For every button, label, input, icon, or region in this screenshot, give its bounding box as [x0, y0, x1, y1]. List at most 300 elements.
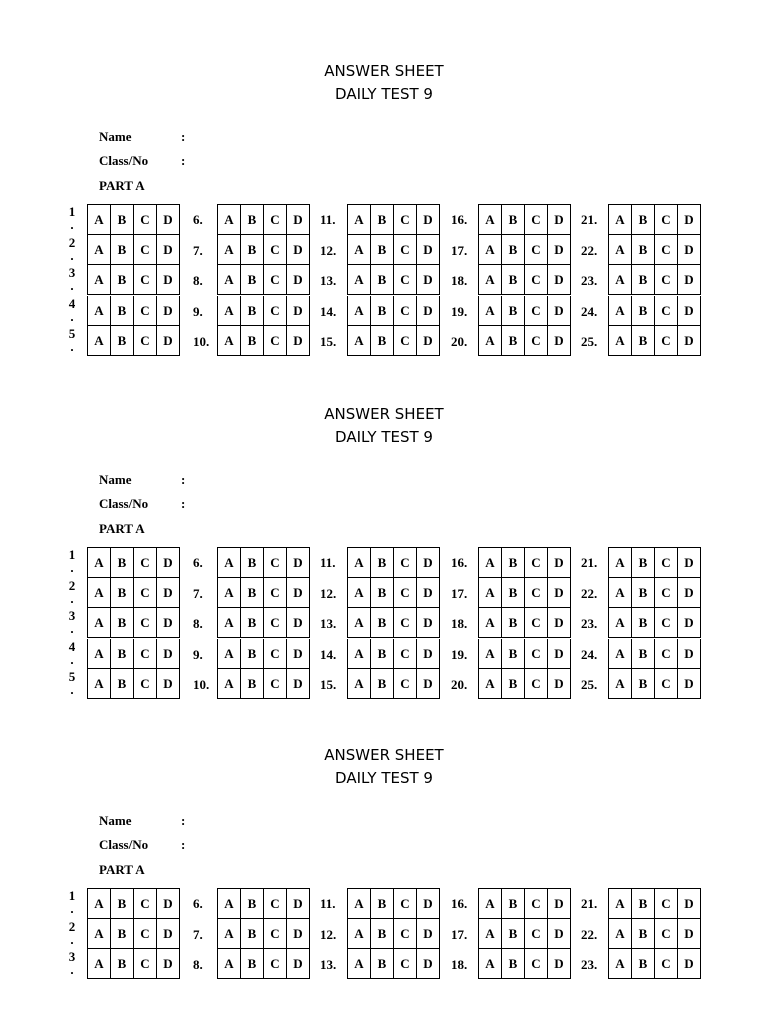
name-field[interactable]: : [181, 472, 186, 487]
answer-option-c[interactable]: C [654, 578, 678, 608]
answer-option-a[interactable]: A [478, 888, 502, 919]
answer-option-a[interactable]: A [478, 608, 502, 638]
answer-option-d[interactable]: D [156, 949, 180, 979]
answer-option-a[interactable]: A [217, 235, 241, 265]
answer-option-a[interactable]: A [347, 919, 371, 949]
answer-option-d[interactable]: D [416, 888, 440, 919]
question-number: 2 . [68, 577, 76, 606]
answer-option-c[interactable]: C [524, 639, 548, 669]
answer-option-a[interactable]: A [217, 919, 241, 949]
answer-option-b[interactable]: B [631, 547, 655, 578]
answer-option-d[interactable]: D [547, 919, 571, 949]
answer-option-a[interactable]: A [217, 578, 241, 608]
answer-option-a[interactable]: A [217, 639, 241, 669]
answer-option-a[interactable]: A [608, 578, 632, 608]
question-number: 11. [320, 896, 336, 911]
answer-options-row [608, 265, 701, 295]
answer-option-a[interactable]: A [608, 669, 632, 699]
answer-option-c[interactable]: C [133, 326, 157, 356]
answer-options-row [478, 949, 571, 979]
answer-option-c[interactable]: C [263, 578, 287, 608]
answer-option-b[interactable]: B [110, 919, 134, 949]
answer-option-b[interactable]: B [370, 326, 394, 356]
answer-option-b[interactable]: B [240, 608, 264, 638]
answer-option-d[interactable]: D [286, 919, 310, 949]
answer-option-b[interactable]: B [240, 949, 264, 979]
answer-option-d[interactable]: D [286, 669, 310, 699]
answer-option-a[interactable]: A [347, 204, 371, 235]
answer-option-a[interactable]: A [87, 296, 111, 326]
answer-options-row [608, 888, 701, 919]
answer-option-a[interactable]: A [478, 265, 502, 295]
answer-option-d[interactable]: D [677, 639, 701, 669]
answer-option-d[interactable]: D [156, 669, 180, 699]
class-no-field[interactable]: : [181, 837, 186, 852]
answer-option-c[interactable]: C [393, 235, 417, 265]
answer-option-c[interactable]: C [133, 296, 157, 326]
answer-option-c[interactable]: C [524, 204, 548, 235]
answer-option-d[interactable]: D [547, 639, 571, 669]
answer-option-d[interactable]: D [677, 578, 701, 608]
answer-option-c[interactable]: C [263, 888, 287, 919]
answer-option-a[interactable]: A [87, 265, 111, 295]
answer-option-a[interactable]: A [217, 265, 241, 295]
answer-option-d[interactable]: D [156, 888, 180, 919]
answer-option-b[interactable]: B [501, 608, 525, 638]
question-number: 13. [320, 957, 337, 973]
answer-option-b[interactable]: B [110, 547, 134, 578]
answer-option-d[interactable]: D [286, 608, 310, 638]
answer-option-c[interactable]: C [133, 608, 157, 638]
answer-option-b[interactable]: B [240, 669, 264, 699]
class-no-label: Class/No [99, 153, 149, 168]
answer-option-c[interactable]: C [654, 669, 678, 699]
answer-options-row [608, 639, 701, 669]
answer-options-row [608, 326, 701, 356]
answer-option-d[interactable]: D [416, 608, 440, 638]
answer-option-c[interactable]: C [263, 639, 287, 669]
answer-option-d[interactable]: D [677, 669, 701, 699]
answer-options-row [478, 888, 571, 919]
answer-option-b[interactable]: B [240, 919, 264, 949]
answer-option-a[interactable]: A [478, 235, 502, 265]
answer-option-a[interactable]: A [478, 547, 502, 578]
answer-option-c[interactable]: C [654, 204, 678, 235]
answer-option-a[interactable]: A [217, 326, 241, 356]
answer-option-a[interactable]: A [608, 639, 632, 669]
answer-option-c[interactable]: C [133, 204, 157, 235]
answer-option-d[interactable]: D [677, 265, 701, 295]
answer-option-b[interactable]: B [370, 639, 394, 669]
question-number: 16. [451, 212, 468, 227]
answer-option-b[interactable]: B [370, 608, 394, 638]
answer-option-a[interactable]: A [87, 669, 111, 699]
answer-option-a[interactable]: A [608, 919, 632, 949]
answer-option-d[interactable]: D [677, 949, 701, 979]
answer-option-a[interactable]: A [87, 578, 111, 608]
answer-option-b[interactable]: B [501, 578, 525, 608]
answer-options-row [217, 578, 310, 608]
answer-option-c[interactable]: C [524, 265, 548, 295]
answer-option-d[interactable]: D [286, 547, 310, 578]
answer-options-row [217, 204, 310, 235]
answer-option-b[interactable]: B [631, 608, 655, 638]
answer-option-a[interactable]: A [347, 235, 371, 265]
answer-option-a[interactable]: A [478, 949, 502, 979]
answer-option-b[interactable]: B [110, 949, 134, 979]
answer-option-a[interactable]: A [87, 608, 111, 638]
answer-option-d[interactable]: D [416, 919, 440, 949]
answer-option-b[interactable]: B [110, 669, 134, 699]
answer-option-d[interactable]: D [547, 888, 571, 919]
answer-option-d[interactable]: D [677, 888, 701, 919]
answer-option-d[interactable]: D [156, 235, 180, 265]
answer-option-c[interactable]: C [654, 296, 678, 326]
answer-option-c[interactable]: C [393, 578, 417, 608]
answer-option-c[interactable]: C [654, 919, 678, 949]
answer-option-a[interactable]: A [217, 296, 241, 326]
answer-option-d[interactable]: D [416, 949, 440, 979]
name-field[interactable]: : [181, 813, 186, 828]
answer-option-c[interactable]: C [524, 235, 548, 265]
answer-option-c[interactable]: C [133, 547, 157, 578]
answer-option-d[interactable]: D [286, 235, 310, 265]
answer-option-b[interactable]: B [370, 296, 394, 326]
answer-option-b[interactable]: B [501, 235, 525, 265]
answer-options-row [217, 949, 310, 979]
answer-option-c[interactable]: C [263, 235, 287, 265]
answer-option-d[interactable]: D [416, 639, 440, 669]
answer-option-b[interactable]: B [631, 639, 655, 669]
answer-option-a[interactable]: A [608, 608, 632, 638]
answer-option-a[interactable]: A [87, 949, 111, 979]
answer-option-b[interactable]: B [501, 669, 525, 699]
answer-option-a[interactable]: A [347, 669, 371, 699]
answer-option-a[interactable]: A [608, 204, 632, 235]
answer-option-d[interactable]: D [286, 326, 310, 356]
answer-option-b[interactable]: B [501, 265, 525, 295]
answer-option-a[interactable]: A [478, 669, 502, 699]
answer-option-c[interactable]: C [133, 669, 157, 699]
answer-option-c[interactable]: C [393, 919, 417, 949]
answer-option-b[interactable]: B [631, 235, 655, 265]
answer-option-a[interactable]: A [347, 296, 371, 326]
answer-options-row [478, 547, 571, 578]
answer-option-c[interactable]: C [654, 608, 678, 638]
answer-option-d[interactable]: D [156, 265, 180, 295]
answer-option-a[interactable]: A [478, 326, 502, 356]
question-number: 18. [451, 616, 468, 632]
answer-option-a[interactable]: A [87, 204, 111, 235]
answer-options-row [87, 578, 180, 608]
answer-option-d[interactable]: D [547, 949, 571, 979]
question-number: 17. [451, 242, 468, 258]
answer-option-d[interactable]: D [547, 265, 571, 295]
answer-option-b[interactable]: B [110, 326, 134, 356]
answer-option-d[interactable]: D [286, 949, 310, 979]
answer-option-d[interactable]: D [156, 919, 180, 949]
answer-option-a[interactable]: A [608, 547, 632, 578]
answer-option-c[interactable]: C [263, 608, 287, 638]
answer-option-b[interactable]: B [631, 888, 655, 919]
answer-option-a[interactable]: A [347, 578, 371, 608]
answer-option-a[interactable]: A [87, 547, 111, 578]
answer-options-row [608, 949, 701, 979]
answer-option-b[interactable]: B [631, 919, 655, 949]
answer-option-d[interactable]: D [547, 578, 571, 608]
answer-option-c[interactable]: C [263, 204, 287, 235]
answer-option-a[interactable]: A [347, 639, 371, 669]
answer-option-b[interactable]: B [110, 265, 134, 295]
answer-option-c[interactable]: C [524, 296, 548, 326]
answer-options-row [347, 326, 440, 356]
answer-option-c[interactable]: C [263, 547, 287, 578]
answer-option-a[interactable]: A [608, 296, 632, 326]
question-number: 14. [320, 303, 337, 319]
question-number: 17. [451, 926, 468, 942]
answer-option-c[interactable]: C [393, 265, 417, 295]
answer-option-c[interactable]: C [524, 578, 548, 608]
answer-option-d[interactable]: D [547, 547, 571, 578]
answer-option-b[interactable]: B [370, 949, 394, 979]
answer-option-c[interactable]: C [654, 547, 678, 578]
answer-option-d[interactable]: D [547, 204, 571, 235]
answer-option-b[interactable]: B [110, 888, 134, 919]
answer-option-c[interactable]: C [524, 608, 548, 638]
answer-option-d[interactable]: D [416, 204, 440, 235]
answer-option-b[interactable]: B [501, 919, 525, 949]
answer-option-c[interactable]: C [263, 326, 287, 356]
answer-option-c[interactable]: C [133, 888, 157, 919]
part-label: PART A [99, 862, 145, 877]
question-number: 21. [581, 212, 598, 227]
answer-option-b[interactable]: B [370, 669, 394, 699]
answer-option-b[interactable]: B [501, 639, 525, 669]
answer-option-a[interactable]: A [478, 919, 502, 949]
answer-option-c[interactable]: C [133, 235, 157, 265]
answer-option-a[interactable]: A [478, 639, 502, 669]
answer-option-d[interactable]: D [286, 265, 310, 295]
question-number: 18. [451, 273, 468, 289]
answer-option-b[interactable]: B [370, 578, 394, 608]
answer-option-b[interactable]: B [110, 608, 134, 638]
name-field[interactable]: : [181, 129, 186, 144]
answer-option-c[interactable]: C [263, 296, 287, 326]
answer-option-b[interactable]: B [631, 578, 655, 608]
answer-option-c[interactable]: C [524, 919, 548, 949]
answer-options-row [87, 949, 180, 979]
answer-option-b[interactable]: B [631, 326, 655, 356]
answer-option-a[interactable]: A [347, 547, 371, 578]
answer-option-b[interactable]: B [370, 919, 394, 949]
answer-options-row [87, 669, 180, 699]
answer-option-b[interactable]: B [631, 204, 655, 235]
answer-option-b[interactable]: B [240, 888, 264, 919]
answer-options-row [478, 669, 571, 699]
answer-option-d[interactable]: D [156, 639, 180, 669]
answer-option-c[interactable]: C [524, 669, 548, 699]
sheet-subtitle: DAILY TEST 9 [335, 769, 433, 787]
answer-option-c[interactable]: C [263, 265, 287, 295]
answer-option-d[interactable]: D [286, 204, 310, 235]
answer-option-c[interactable]: C [393, 949, 417, 979]
answer-option-d[interactable]: D [416, 669, 440, 699]
answer-options-row [217, 235, 310, 265]
answer-option-a[interactable]: A [87, 326, 111, 356]
answer-option-c[interactable]: C [524, 888, 548, 919]
answer-option-c[interactable]: C [393, 639, 417, 669]
answer-option-b[interactable]: B [631, 669, 655, 699]
answer-option-d[interactable]: D [416, 578, 440, 608]
answer-option-d[interactable]: D [286, 296, 310, 326]
answer-option-b[interactable]: B [631, 296, 655, 326]
answer-option-c[interactable]: C [263, 669, 287, 699]
answer-option-c[interactable]: C [393, 888, 417, 919]
answer-option-d[interactable]: D [547, 235, 571, 265]
answer-option-c[interactable]: C [654, 265, 678, 295]
class-no-field[interactable]: : [181, 496, 186, 511]
answer-option-d[interactable]: D [416, 235, 440, 265]
answer-option-a[interactable]: A [347, 608, 371, 638]
answer-option-d[interactable]: D [286, 888, 310, 919]
answer-option-c[interactable]: C [654, 235, 678, 265]
answer-option-a[interactable]: A [608, 949, 632, 979]
answer-option-d[interactable]: D [547, 326, 571, 356]
answer-option-b[interactable]: B [370, 235, 394, 265]
answer-option-b[interactable]: B [370, 265, 394, 295]
answer-option-b[interactable]: B [501, 204, 525, 235]
answer-option-a[interactable]: A [347, 949, 371, 979]
answer-option-d[interactable]: D [416, 296, 440, 326]
answer-option-d[interactable]: D [547, 669, 571, 699]
answer-option-b[interactable]: B [240, 204, 264, 235]
answer-option-d[interactable]: D [286, 578, 310, 608]
answer-option-c[interactable]: C [393, 296, 417, 326]
answer-option-d[interactable]: D [547, 608, 571, 638]
answer-option-a[interactable]: A [608, 265, 632, 295]
answer-option-b[interactable]: B [110, 578, 134, 608]
answer-option-b[interactable]: B [240, 265, 264, 295]
answer-option-b[interactable]: B [240, 326, 264, 356]
answer-options-row [608, 608, 701, 638]
answer-option-a[interactable]: A [347, 888, 371, 919]
answer-option-d[interactable]: D [156, 296, 180, 326]
answer-option-d[interactable]: D [677, 204, 701, 235]
answer-option-b[interactable]: B [110, 296, 134, 326]
answer-option-d[interactable]: D [156, 326, 180, 356]
answer-option-d[interactable]: D [416, 326, 440, 356]
answer-option-b[interactable]: B [110, 204, 134, 235]
answer-option-c[interactable]: C [263, 919, 287, 949]
answer-option-d[interactable]: D [677, 919, 701, 949]
answer-option-a[interactable]: A [217, 608, 241, 638]
answer-option-c[interactable]: C [133, 578, 157, 608]
answer-option-c[interactable]: C [393, 547, 417, 578]
answer-option-a[interactable]: A [608, 326, 632, 356]
question-number: 4 . [68, 638, 76, 667]
answer-option-d[interactable]: D [547, 296, 571, 326]
answer-options-row [87, 235, 180, 265]
answer-option-d[interactable]: D [416, 547, 440, 578]
answer-option-b[interactable]: B [631, 265, 655, 295]
answer-option-b[interactable]: B [240, 296, 264, 326]
answer-option-a[interactable]: A [478, 204, 502, 235]
answer-option-b[interactable]: B [240, 578, 264, 608]
answer-option-b[interactable]: B [110, 639, 134, 669]
answer-option-d[interactable]: D [677, 326, 701, 356]
answer-option-a[interactable]: A [217, 547, 241, 578]
answer-option-b[interactable]: B [501, 949, 525, 979]
answer-option-a[interactable]: A [347, 265, 371, 295]
answer-option-b[interactable]: B [370, 204, 394, 235]
answer-option-c[interactable]: C [524, 949, 548, 979]
answer-option-c[interactable]: C [393, 204, 417, 235]
class-no-field[interactable]: : [181, 153, 186, 168]
answer-option-b[interactable]: B [240, 235, 264, 265]
answer-option-d[interactable]: D [156, 578, 180, 608]
answer-option-c[interactable]: C [393, 326, 417, 356]
answer-option-d[interactable]: D [156, 608, 180, 638]
answer-option-a[interactable]: A [87, 639, 111, 669]
answer-option-c[interactable]: C [654, 326, 678, 356]
answer-option-c[interactable]: C [263, 949, 287, 979]
answer-option-c[interactable]: C [524, 326, 548, 356]
answer-option-c[interactable]: C [654, 888, 678, 919]
answer-option-c[interactable]: C [654, 639, 678, 669]
answer-option-a[interactable]: A [87, 888, 111, 919]
answer-option-d[interactable]: D [677, 547, 701, 578]
answer-option-b[interactable]: B [240, 547, 264, 578]
answer-option-c[interactable]: C [393, 608, 417, 638]
answer-option-b[interactable]: B [370, 547, 394, 578]
answer-option-d[interactable]: D [677, 235, 701, 265]
answer-option-a[interactable]: A [217, 949, 241, 979]
answer-option-c[interactable]: C [133, 919, 157, 949]
answer-option-b[interactable]: B [370, 888, 394, 919]
answer-option-b[interactable]: B [110, 235, 134, 265]
answer-option-a[interactable]: A [87, 919, 111, 949]
answer-option-d[interactable]: D [416, 265, 440, 295]
answer-option-a[interactable]: A [217, 888, 241, 919]
answer-option-c[interactable]: C [133, 265, 157, 295]
answer-option-a[interactable]: A [478, 296, 502, 326]
answer-option-b[interactable]: B [240, 639, 264, 669]
answer-option-b[interactable]: B [501, 888, 525, 919]
answer-option-d[interactable]: D [677, 296, 701, 326]
answer-option-a[interactable]: A [347, 326, 371, 356]
answer-option-a[interactable]: A [217, 669, 241, 699]
answer-option-c[interactable]: C [133, 639, 157, 669]
answer-option-d[interactable]: D [156, 204, 180, 235]
answer-option-a[interactable]: A [217, 204, 241, 235]
answer-option-c[interactable]: C [133, 949, 157, 979]
answer-option-c[interactable]: C [524, 547, 548, 578]
answer-option-b[interactable]: B [501, 326, 525, 356]
answer-option-a[interactable]: A [478, 578, 502, 608]
answer-option-d[interactable]: D [156, 547, 180, 578]
answer-option-c[interactable]: C [393, 669, 417, 699]
answer-option-d[interactable]: D [286, 639, 310, 669]
answer-option-a[interactable]: A [608, 888, 632, 919]
answer-option-a[interactable]: A [608, 235, 632, 265]
answer-option-b[interactable]: B [501, 547, 525, 578]
answer-option-d[interactable]: D [677, 608, 701, 638]
answer-option-a[interactable]: A [87, 235, 111, 265]
answer-option-b[interactable]: B [631, 949, 655, 979]
answer-option-b[interactable]: B [501, 296, 525, 326]
answer-option-c[interactable]: C [654, 949, 678, 979]
question-number: 1 . [68, 204, 76, 232]
